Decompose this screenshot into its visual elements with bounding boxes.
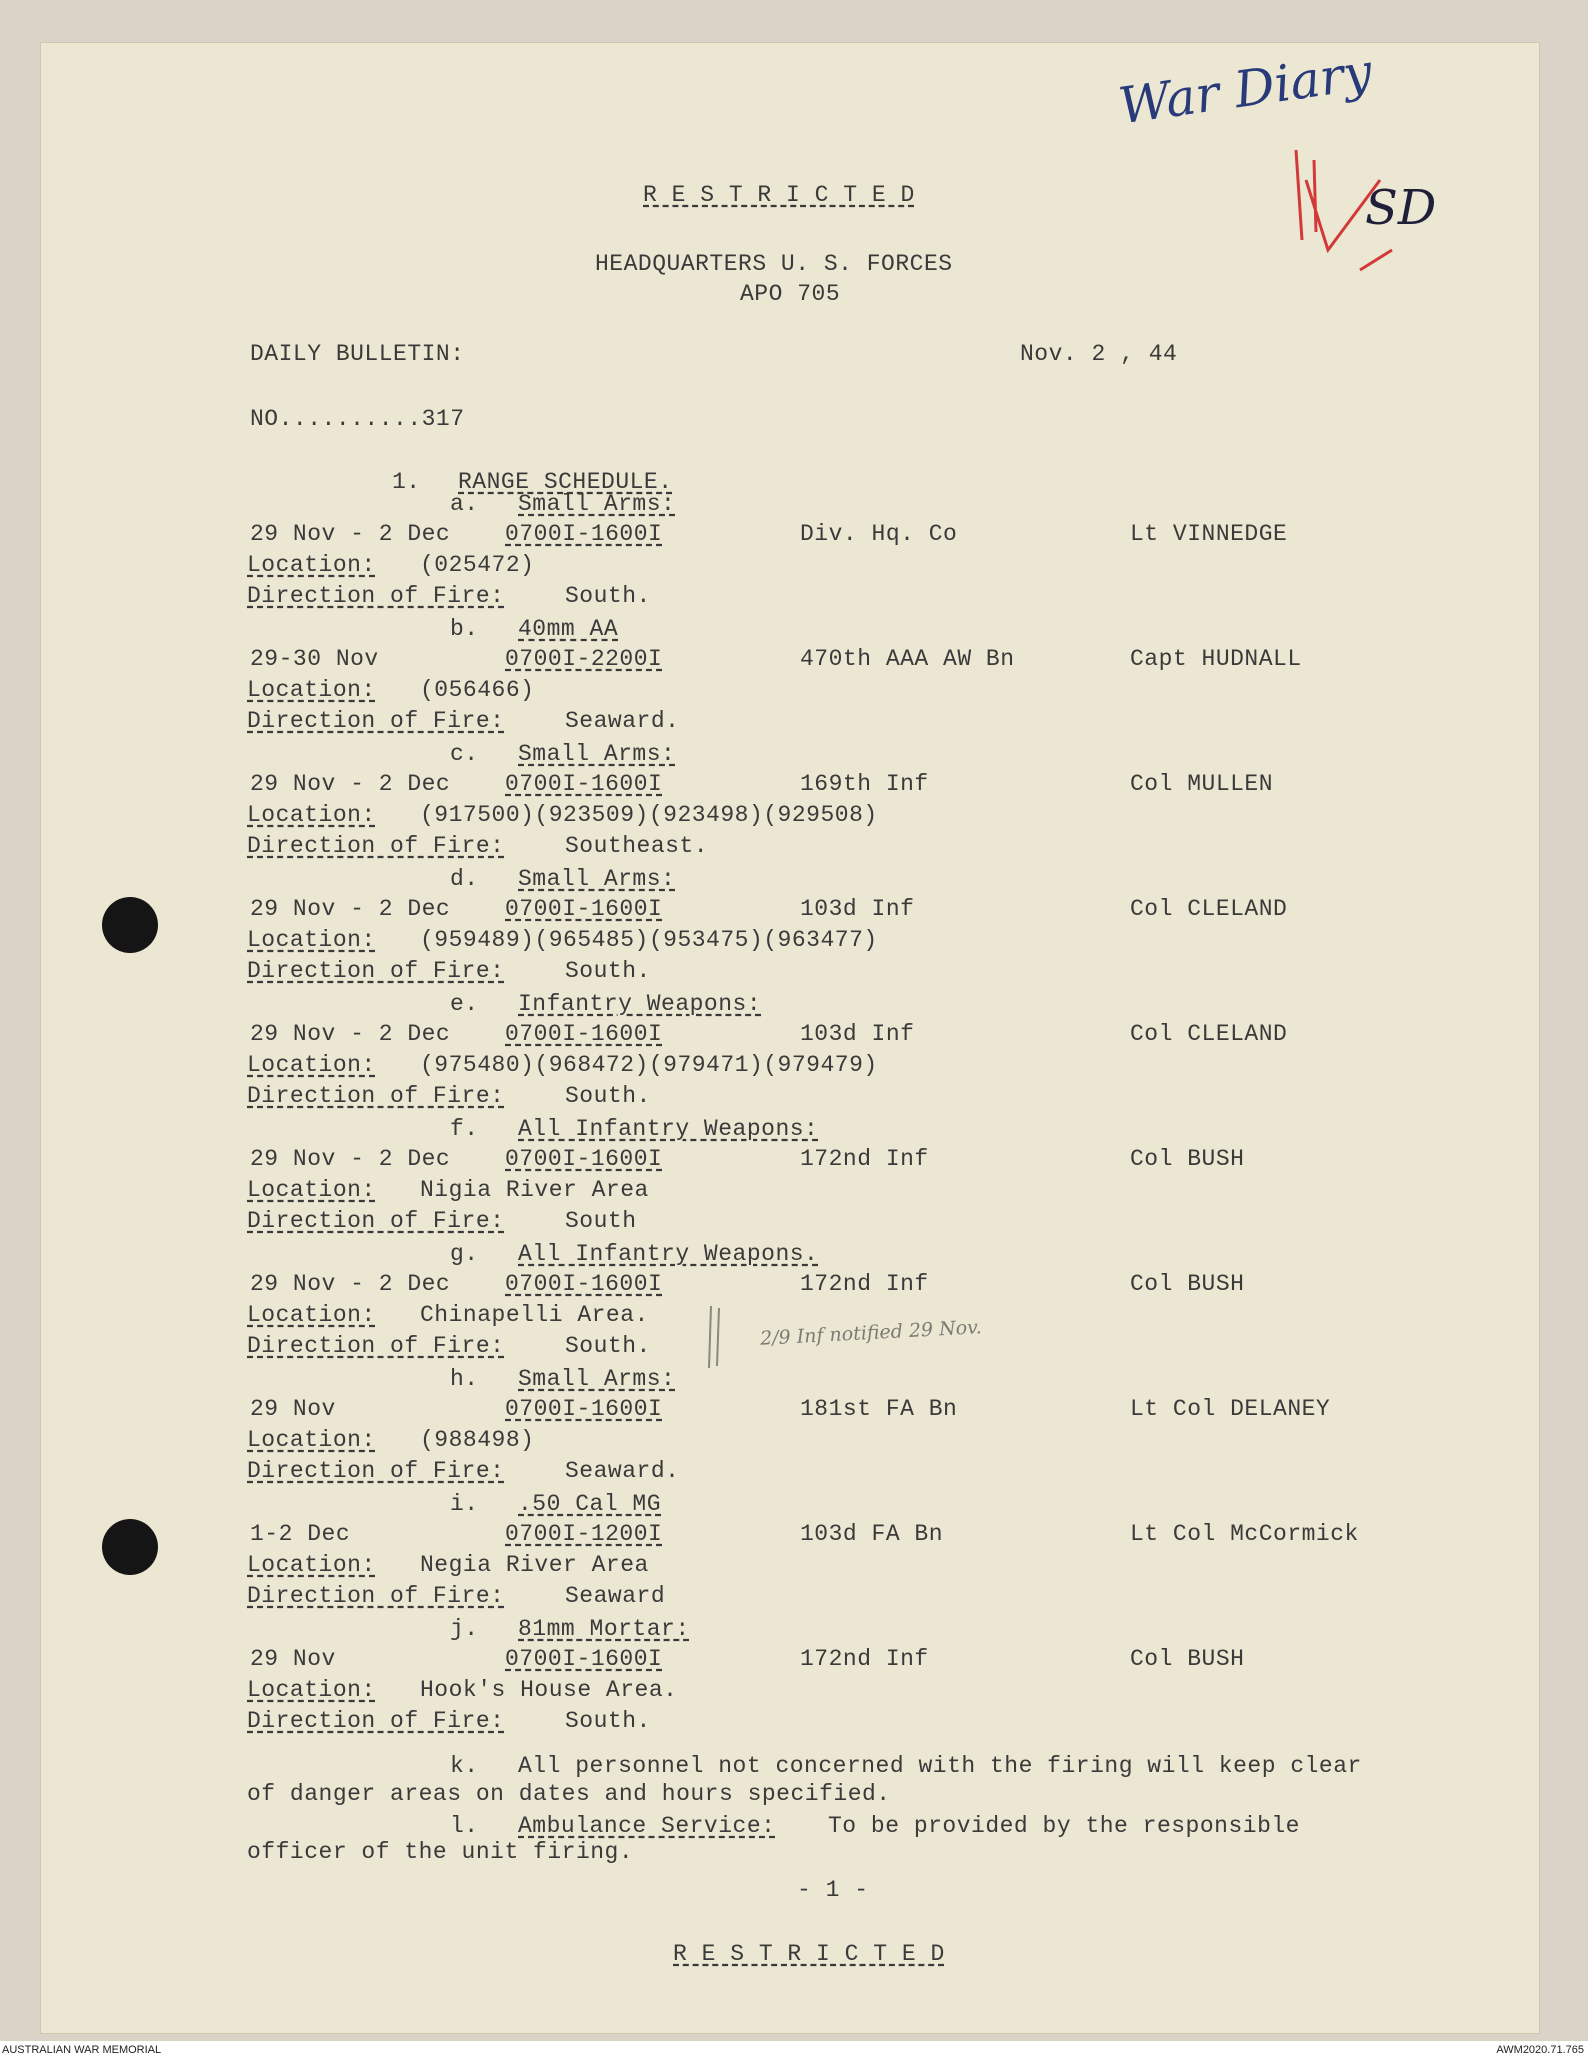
entry-dates: 29-30 Nov	[250, 646, 379, 672]
entry-direction-label: Direction of Fire:	[247, 1583, 505, 1609]
entry-letter: f.	[450, 1116, 479, 1142]
entry-direction: South.	[565, 958, 651, 984]
entry-direction-label: Direction of Fire:	[247, 833, 505, 859]
entry-time: 0700I-1600I	[505, 896, 663, 922]
bulletin-number: NO..........317	[250, 406, 465, 432]
entry-dates: 29 Nov - 2 Dec	[250, 1021, 451, 1047]
entry-time: 0700I-1600I	[505, 1646, 663, 1672]
entry-weapon: .50 Cal MG	[518, 1491, 662, 1517]
entry-weapon: Small Arms:	[518, 1366, 676, 1392]
entry-letter: h.	[450, 1366, 479, 1392]
entry-location: (917500)(923509)(923498)(929508)	[420, 802, 878, 828]
entry-location: (025472)	[420, 552, 535, 578]
entry-location: Hook's House Area.	[420, 1677, 678, 1703]
section-number: 1.	[392, 469, 421, 495]
entry-direction: South	[565, 1208, 637, 1234]
entry-officer: Col BUSH	[1130, 1146, 1245, 1172]
entry-unit: 172nd Inf	[800, 1646, 929, 1672]
restricted-heading-bottom: R E S T R I C T E D	[673, 1941, 945, 1967]
entry-letter: i.	[450, 1491, 479, 1517]
para-l-letter: l.	[450, 1813, 479, 1839]
para-l-heading: Ambulance Service:	[518, 1813, 776, 1839]
punch-hole-top	[102, 897, 158, 953]
entry-weapon: All Infantry Weapons:	[518, 1116, 819, 1142]
entry-location-label: Location:	[247, 677, 376, 703]
entry-location: Nigia River Area	[420, 1177, 649, 1203]
restricted-heading-top: R E S T R I C T E D	[643, 182, 915, 208]
apo-number: APO 705	[740, 281, 841, 307]
entry-location: (959489)(965485)(953475)(963477)	[420, 927, 878, 953]
footer-left: AUSTRALIAN WAR MEMORIAL	[2, 2044, 162, 2056]
entry-location: (975480)(968472)(979471)(979479)	[420, 1052, 878, 1078]
entry-direction: Seaward.	[565, 708, 680, 734]
entry-unit: Div. Hq. Co	[800, 521, 958, 547]
entry-location-label: Location:	[247, 1677, 376, 1703]
entry-direction-label: Direction of Fire:	[247, 583, 505, 609]
entry-location-label: Location:	[247, 552, 376, 578]
entry-location: Chinapelli Area.	[420, 1302, 649, 1328]
entry-officer: Capt HUDNALL	[1130, 646, 1302, 672]
entry-time: 0700I-1600I	[505, 1146, 663, 1172]
entry-dates: 1-2 Dec	[250, 1521, 351, 1547]
entry-location-label: Location:	[247, 1177, 376, 1203]
entry-direction: Seaward.	[565, 1458, 680, 1484]
entry-time: 0700I-1200I	[505, 1521, 663, 1547]
entry-letter: c.	[450, 741, 479, 767]
entry-location: Negia River Area	[420, 1552, 649, 1578]
entry-location-label: Location:	[247, 1302, 376, 1328]
entry-location-label: Location:	[247, 1427, 376, 1453]
entry-weapon: All Infantry Weapons.	[518, 1241, 819, 1267]
entry-unit: 172nd Inf	[800, 1271, 929, 1297]
pencil-bracket	[705, 1302, 729, 1372]
footer-right: AWM2020.71.765	[1496, 2044, 1584, 2056]
entry-dates: 29 Nov	[250, 1396, 336, 1422]
para-l-line1: To be provided by the responsible	[828, 1813, 1300, 1839]
red-check-mark	[1280, 140, 1400, 290]
entry-direction-label: Direction of Fire:	[247, 1208, 505, 1234]
entry-time: 0700I-2200I	[505, 646, 663, 672]
bulletin-date: Nov. 2 , 44	[1020, 341, 1178, 367]
entry-direction-label: Direction of Fire:	[247, 958, 505, 984]
entry-weapon: Small Arms:	[518, 491, 676, 517]
entry-location-label: Location:	[247, 1552, 376, 1578]
entry-dates: 29 Nov - 2 Dec	[250, 521, 451, 547]
entry-unit: 172nd Inf	[800, 1146, 929, 1172]
entry-direction: South.	[565, 1708, 651, 1734]
entry-direction-label: Direction of Fire:	[247, 1333, 505, 1359]
entry-officer: Lt Col McCormick	[1130, 1521, 1359, 1547]
handwritten-note: War Diary	[1115, 42, 1376, 136]
entry-officer: Col CLELAND	[1130, 896, 1288, 922]
handwritten-initials: SD	[1365, 180, 1437, 236]
para-l-line2: officer of the unit firing.	[247, 1839, 634, 1865]
entry-location-label: Location:	[247, 927, 376, 953]
entry-location: (988498)	[420, 1427, 535, 1453]
entry-weapon: Small Arms:	[518, 866, 676, 892]
entry-letter: j.	[450, 1616, 479, 1642]
entry-weapon: 81mm Mortar:	[518, 1616, 690, 1642]
entry-letter: d.	[450, 866, 479, 892]
entry-letter: a.	[450, 491, 479, 517]
entry-direction-label: Direction of Fire:	[247, 708, 505, 734]
entry-dates: 29 Nov - 2 Dec	[250, 771, 451, 797]
entry-direction: South.	[565, 1083, 651, 1109]
entry-unit: 181st FA Bn	[800, 1396, 958, 1422]
para-k-line2: of danger areas on dates and hours specified.	[247, 1781, 891, 1807]
entry-location: (056466)	[420, 677, 535, 703]
entry-officer: Col BUSH	[1130, 1271, 1245, 1297]
entry-weapon: Infantry Weapons:	[518, 991, 762, 1017]
entry-direction: South.	[565, 1333, 651, 1359]
entry-unit: 103d FA Bn	[800, 1521, 944, 1547]
entry-time: 0700I-1600I	[505, 521, 663, 547]
pencil-note: 2/9 Inf notified 29 Nov.	[759, 1316, 983, 1350]
entry-dates: 29 Nov	[250, 1646, 336, 1672]
para-k-line1: All personnel not concerned with the firing will keep clear	[518, 1753, 1362, 1779]
entry-direction: South.	[565, 583, 651, 609]
entry-direction-label: Direction of Fire:	[247, 1458, 505, 1484]
entry-letter: b.	[450, 616, 479, 642]
entry-time: 0700I-1600I	[505, 771, 663, 797]
punch-hole-bottom	[102, 1519, 158, 1575]
entry-officer: Col CLELAND	[1130, 1021, 1288, 1047]
entry-unit: 470th AAA AW Bn	[800, 646, 1015, 672]
entry-location-label: Location:	[247, 802, 376, 828]
entry-unit: 103d Inf	[800, 1021, 915, 1047]
entry-unit: 103d Inf	[800, 896, 915, 922]
section-title: RANGE SCHEDULE.	[458, 469, 673, 495]
entry-time: 0700I-1600I	[505, 1021, 663, 1047]
entry-officer: Col BUSH	[1130, 1646, 1245, 1672]
entry-dates: 29 Nov - 2 Dec	[250, 1271, 451, 1297]
bulletin-label: DAILY BULLETIN:	[250, 341, 465, 367]
entry-letter: e.	[450, 991, 479, 1017]
entry-letter: g.	[450, 1241, 479, 1267]
entry-direction: Southeast.	[565, 833, 709, 859]
entry-time: 0700I-1600I	[505, 1396, 663, 1422]
entry-officer: Lt VINNEDGE	[1130, 521, 1288, 547]
entry-unit: 169th Inf	[800, 771, 929, 797]
entry-weapon: Small Arms:	[518, 741, 676, 767]
entry-dates: 29 Nov - 2 Dec	[250, 896, 451, 922]
entry-officer: Col MULLEN	[1130, 771, 1274, 797]
page-number: - 1 -	[797, 1877, 869, 1903]
hq-title: HEADQUARTERS U. S. FORCES	[595, 251, 953, 277]
entry-direction-label: Direction of Fire:	[247, 1708, 505, 1734]
entry-location-label: Location:	[247, 1052, 376, 1078]
entry-direction-label: Direction of Fire:	[247, 1083, 505, 1109]
entry-time: 0700I-1600I	[505, 1271, 663, 1297]
entry-officer: Lt Col DELANEY	[1130, 1396, 1331, 1422]
entry-weapon: 40mm AA	[518, 616, 619, 642]
archive-footer	[0, 2041, 1588, 2061]
entry-direction: Seaward	[565, 1583, 666, 1609]
para-k-letter: k.	[450, 1753, 479, 1779]
entry-dates: 29 Nov - 2 Dec	[250, 1146, 451, 1172]
